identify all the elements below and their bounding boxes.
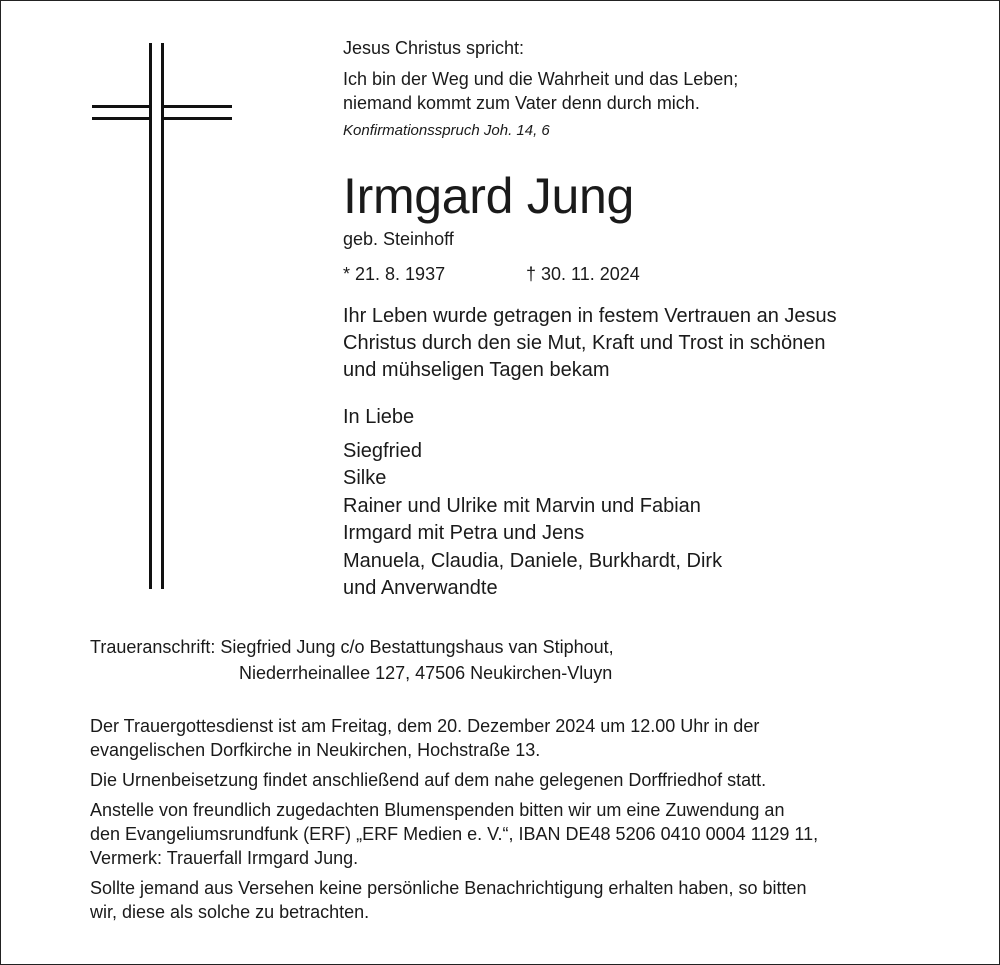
quote-intro: Jesus Christus spricht: — [343, 38, 525, 58]
note-line: Sollte jemand aus Versehen keine persönliche Benachrichtigung erhalten haben, so bitten — [90, 878, 807, 898]
mourning-address — [90, 634, 614, 686]
service-notes — [90, 714, 970, 930]
bible-quote — [343, 67, 983, 115]
family-member: Rainer und Ulrike mit Marvin und Fabian — [343, 494, 701, 517]
note-line: evangelischen Dorfkirche in Neukirchen, Hochstraße 13. — [90, 740, 541, 760]
note-paragraph — [90, 714, 970, 762]
tribute-line: Christus durch den sie Mut, Kraft und Trost in schönen — [343, 332, 826, 354]
address-line: Traueranschrift: Siegfried Jung c/o Bestattungshaus van Stiphout, — [90, 637, 614, 657]
quote-line: Ich bin der Weg und die Wahrheit und das Leben; — [343, 69, 739, 89]
in-love-label: In Liebe — [343, 406, 415, 428]
note-paragraph — [90, 876, 970, 924]
note-paragraph — [90, 798, 970, 870]
note-line: Vermerk: Trauerfall Irmgard Jung. — [90, 848, 359, 868]
family-member: Manuela, Claudia, Daniele, Burkhardt, Dirk — [343, 549, 723, 572]
family-member: Siegfried — [343, 440, 422, 462]
birth-date: * 21. 8. 1937 — [343, 264, 446, 284]
note-line: den Evangeliumsrundfunk (ERF) „ERF Medien e. V.“, IBAN DE48 5206 0410 0004 1129 11, — [90, 824, 819, 844]
tribute-line: und mühseligen Tagen bekam — [343, 359, 610, 381]
family-member: Silke — [343, 467, 387, 490]
maiden-name: geb. Steinhoff — [343, 229, 454, 249]
note-paragraph — [90, 768, 970, 792]
note-line: Anstelle von freundlich zugedachten Blumenspenden bitten wir um eine Zuwendung an — [90, 800, 785, 820]
cross-icon — [1, 1, 241, 601]
tribute-line: Ihr Leben wurde getragen in festem Vertrauen an Jesus — [343, 305, 837, 327]
family-list — [343, 438, 983, 602]
quote-reference: Konfirmationsspruch Joh. 14, 6 — [343, 122, 550, 139]
note-line: Die Urnenbeisetzung findet anschließend auf dem nahe gelegenen Dorffriedhof statt. — [90, 770, 767, 790]
death-date: † 30. 11. 2024 — [526, 264, 640, 284]
note-line: Der Trauergottesdienst ist am Freitag, dem 20. Dezember 2024 um 12.00 Uhr in der — [90, 716, 760, 736]
family-member: und Anverwandte — [343, 577, 498, 600]
life-dates — [343, 263, 983, 285]
deceased-name: Irmgard Jung — [343, 168, 634, 224]
address-line: Niederrheinallee 127, 47506 Neukirchen-Vluyn — [239, 663, 613, 683]
family-member: Irmgard mit Petra und Jens — [343, 522, 585, 545]
tribute-text — [343, 303, 983, 384]
quote-line: niemand kommt zum Vater denn durch mich. — [343, 93, 700, 113]
note-line: wir, diese als solche zu betrachten. — [90, 902, 370, 922]
